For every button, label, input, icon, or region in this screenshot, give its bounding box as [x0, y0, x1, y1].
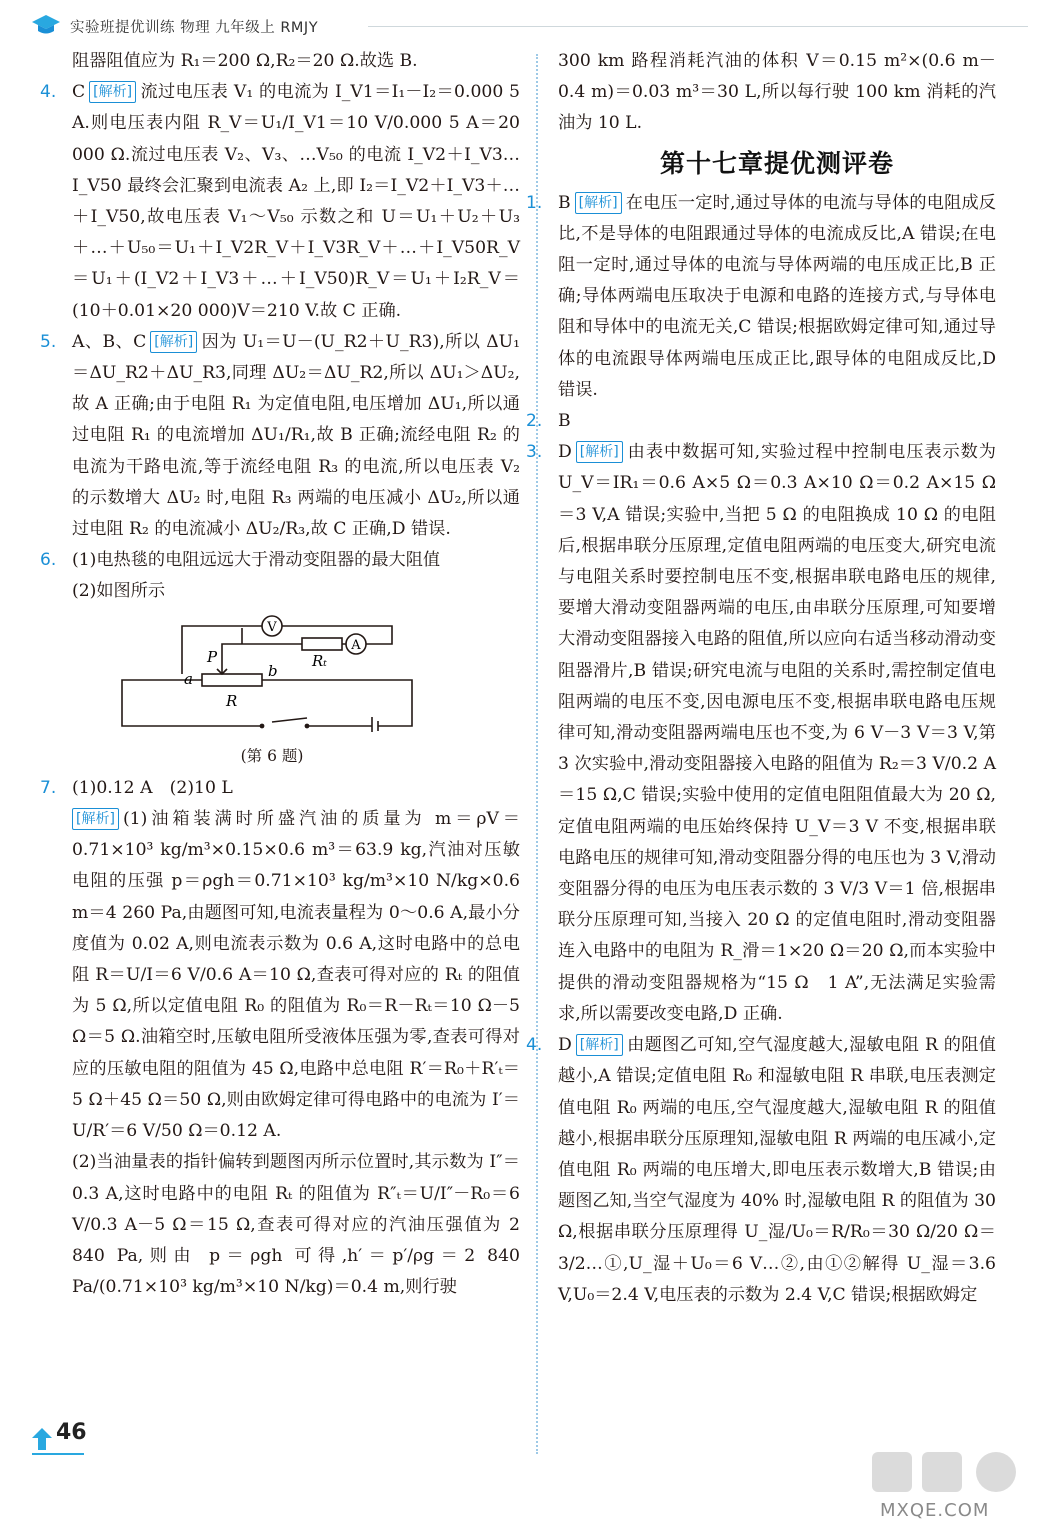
question-4-left	[40, 77, 520, 327]
header-rule	[368, 26, 1028, 27]
chapter-title: 第十七章提优测评卷	[659, 148, 894, 178]
question-6-left	[40, 545, 520, 769]
continuation-text: 阻器阻值应为 R₁＝200 Ω,R₂＝20 Ω.故选 B.	[72, 51, 418, 71]
circuit-diagram	[72, 614, 492, 732]
header-title: 实验班提优训练 物理 九年级上 RMJY	[70, 20, 319, 36]
rheostat-body	[202, 674, 262, 686]
ammeter-label: A	[351, 637, 361, 653]
left-column	[40, 46, 520, 1303]
analysis-badge: [解析]	[576, 1034, 623, 1056]
rt-label: Rₜ	[312, 651, 327, 670]
question-number: 2.	[526, 411, 543, 432]
page-number: 46	[56, 1420, 87, 1445]
r-label: R	[226, 691, 238, 710]
question-1-right	[526, 188, 996, 406]
answer: B	[558, 411, 571, 432]
analysis-badge: [解析]	[575, 192, 622, 214]
question-2-right	[526, 406, 996, 437]
question-3-right	[526, 437, 996, 1030]
voltmeter-label: V	[267, 619, 277, 635]
question-number: 3.	[526, 442, 543, 463]
analysis-badge: [解析]	[72, 808, 119, 830]
answer: (1)0.12 A (2)10 L	[72, 777, 233, 798]
analysis-badge: [解析]	[89, 81, 136, 103]
continuation-text: 300 km 路程消耗汽油的体积 V＝0.15 m²×(0.6 m－0.4 m)＝0.03 m³＝30 L,所以每行驶 100 km 消耗的汽油为 10 L.	[558, 51, 996, 134]
analysis-text-1: (1)油箱装满时所盛汽油的质量为 m＝ρV＝0.71×10³ kg/m³×0.15×0.6 m³＝63.9 kg,汽油对压敏电阻的压强 p＝ρgh＝0.71×10³ kg/m³×10 N/kg×0.6 m＝4 260 Pa,由题图可知,电流表量程为 0～0.6 A,最小分度值为 0.02 A,则电流表示数为 0.6 A,这时电路中的总电阻 R＝U/I＝6 V/0.6 A＝10 Ω,查表可得对应的 Rₜ 的阻值为 5 Ω,所以定值电阻 R₀ 的阻值为 R₀＝R－Rₜ＝10 Ω－5 Ω＝5 Ω.油箱空时,压敏电阻所受液体压强为零,查表可得对应的压敏电阻的阻值为 45 Ω,电路中总电阻 R′＝R₀＋R′ₜ＝5 Ω＋45 Ω＝50 Ω,则由欧姆定律可得电路中的电流为 I′＝U/R′＝6 V/50 Ω＝0.12 A.	[72, 809, 520, 1142]
analysis-text-2: (2)当油量表的指针偏转到题图丙所示位置时,其示数为 I″＝0.3 A,这时电路中的电阻 Rₜ 的阻值为 R″ₜ＝U/I″－R₀＝6 V/0.3 A－5 Ω＝15 Ω,查表可得对应的汽油压强值为 2 840 Pa,则由 p＝ρgh 可得,h′＝p′/ρg＝2 840 Pa/(0.71×10³ kg/m³×10 N/kg)＝0.4 m,则行驶	[72, 1152, 520, 1298]
a-label: a	[184, 669, 193, 688]
question-number: 1.	[526, 192, 543, 213]
analysis-text: 流过电压表 V₁ 的电流为 I_V1＝I₁－I₂＝0.000 5 A.则电压表内阻 R_V＝U₁/I_V1＝10 V/0.000 5 A＝20 000 Ω.流过电压表 V₂、V₃、…V₅₀ 的电流 I_V2＋I_V3…I_V50 最终会汇聚到电流表 A₂ 上,即 I₂＝I_V2＋I_V3＋…＋I_V50,故电压表 V₁～V₅₀ 示数之和 U＝U₁＋U₂＋U₃＋…＋U₅₀＝U₁＋I_V2R_V＋I_V3R_V＋…＋I_V50R_V＝U₁＋(I_V2＋I_V3＋…＋I_V50)R_V＝U₁＋I₂R_V＝(10＋0.01×20 000)V＝210 V.故 C 正确.	[72, 82, 520, 321]
question-number: 4.	[40, 82, 57, 103]
analysis-text: 在电压一定时,通过导体的电流与导体的电阻成反比,不是导体的电阻跟通过导体的电流成反比,A 错误;在电阻一定时,通过导体的电流与导体两端的电压成正比,B 正确;导体两端电压取决于电源和电路的连接方式,与导体电阻和导体中的电流无关,C 错误;根据欧姆定律可知,通过导体的电流跟导体两端电压成正比,跟导体的电阻成反比,D 错误.	[558, 192, 996, 400]
figure-caption: (第 6 题)	[240, 746, 304, 765]
right-column	[526, 46, 996, 1311]
question-number: 5.	[40, 331, 57, 352]
circuit-figure	[72, 614, 520, 769]
answer: A、B、C	[72, 331, 147, 352]
question-5-left	[40, 327, 520, 545]
analysis-badge: [解析]	[576, 441, 623, 463]
b-label: b	[268, 661, 278, 680]
question-4-right	[526, 1030, 996, 1311]
question-number: 7.	[40, 777, 57, 798]
answer-part-2: (2)如图所示	[72, 581, 166, 602]
analysis-badge: [解析]	[150, 331, 197, 353]
book-logo-icon	[28, 12, 64, 38]
analysis-text: 由表中数据可知,实验过程中控制电压表示数为 U_V＝IR₁＝0.6 A×5 Ω＝0.3 A×10 Ω＝0.2 A×15 Ω＝3 V,A 错误;实验中,当把 5 Ω 的电阻换成 10 Ω 的电阻后,根据串联分压原理,定值电阻两端的电压变大,研究电流与电阻关系时要控制电压不变,根据串联电路电压的规律,要增大滑动变阻器两端的电压,由串联分压原理,可知要增大滑动变阻器接入电路的阻值,所以应向右适当移动滑动变阻器滑片,B 错误;研究电流与电阻的关系时,需控制定值电阻两端的电压不变,因电源电压不变,根据串联电路电压规律可知,滑动变阻器两端电压也不变,为 6 V－3 V＝3 V,第 3 次实验中,滑动变阻器接入电路的阻值为 R₂＝3 V/0.2 A＝15 Ω,C 错误;实验中使用的定值电阻阻值最大为 20 Ω,定值电阻两端的电压始终保持 U_V＝3 V 不变,根据串联电路电压的规律可知,滑动变阻器分得的电压也为 3 V,滑动变阻器分得的电压为电压表示数的 3 V/3 V＝1 倍,根据串联分压原理可知,当接入 20 Ω 的定值电阻时,滑动变阻器连入电路中的电阻为 R_滑＝1×20 Ω＝20 Ω,而本实验中提供的滑动变阻器规格为“15 Ω 1 A”,无法满足实验需求,所以需要改变电路,D 正确.	[558, 442, 996, 1024]
question-number: 4.	[526, 1035, 543, 1056]
question-number: 6.	[40, 550, 57, 571]
p-label: P	[207, 647, 218, 666]
watermark-text: MXQE.COM	[880, 1500, 990, 1521]
question-7-left	[40, 773, 520, 1303]
analysis-text: 因为 U₁＝U－(U_R2＋U_R3),所以 ΔU₁＝ΔU_R2＋ΔU_R3,同理 ΔU₂＝ΔU_R2,所以 ΔU₁＞ΔU₂,故 A 正确;由于电阻 R₁ 为定值电阻,电压增加 ΔU₁,所以通过电阻 R₁ 的电流增加 ΔU₁/R₁,故 B 正确;流经电阻 R₂ 的电流为干路电流,等于流经电阻 R₃ 的电流,所以电压表 V₂ 的示数增大 ΔU₂ 时,电阻 R₃ 两端的电压减小 ΔU₂,所以通过电阻 R₂ 的电流减小 ΔU₂/R₃,故 C 正确,D 错误.	[72, 331, 520, 540]
column-divider	[536, 54, 538, 1454]
answer: D	[558, 442, 572, 463]
answer: B	[558, 192, 571, 213]
page-header	[28, 12, 1028, 40]
answer-part-1: (1)电热毯的电阻远远大于滑动变阻器的最大阻值	[72, 550, 441, 571]
answer: C	[72, 82, 86, 103]
answer: D	[558, 1035, 572, 1056]
analysis-text: 由题图乙可知,空气湿度越大,湿敏电阻 R 的阻值越小,A 错误;定值电阻 R₀ 和湿敏电阻 R 串联,电压表测定值电阻 R₀ 两端的电压,空气湿度越大,湿敏电阻 R 的阻值越小,根据串联分压原理知,湿敏电阻 R 两端的电压减小,定值电阻 R₀ 两端的电压增大,即电压表示数增大,B 错误;由题图乙知,当空气湿度为 40% 时,湿敏电阻 R 的阻值为 30 Ω,根据串联分压原理得 U_湿/U₀＝R/R₀＝30 Ω/20 Ω＝3/2…①,U_湿＋U₀＝6 V…②,由①②解得 U_湿＝3.6 V,U₀＝2.4 V,电压表的示数为 2.4 V,C 错误;根据欧姆定	[558, 1035, 996, 1305]
